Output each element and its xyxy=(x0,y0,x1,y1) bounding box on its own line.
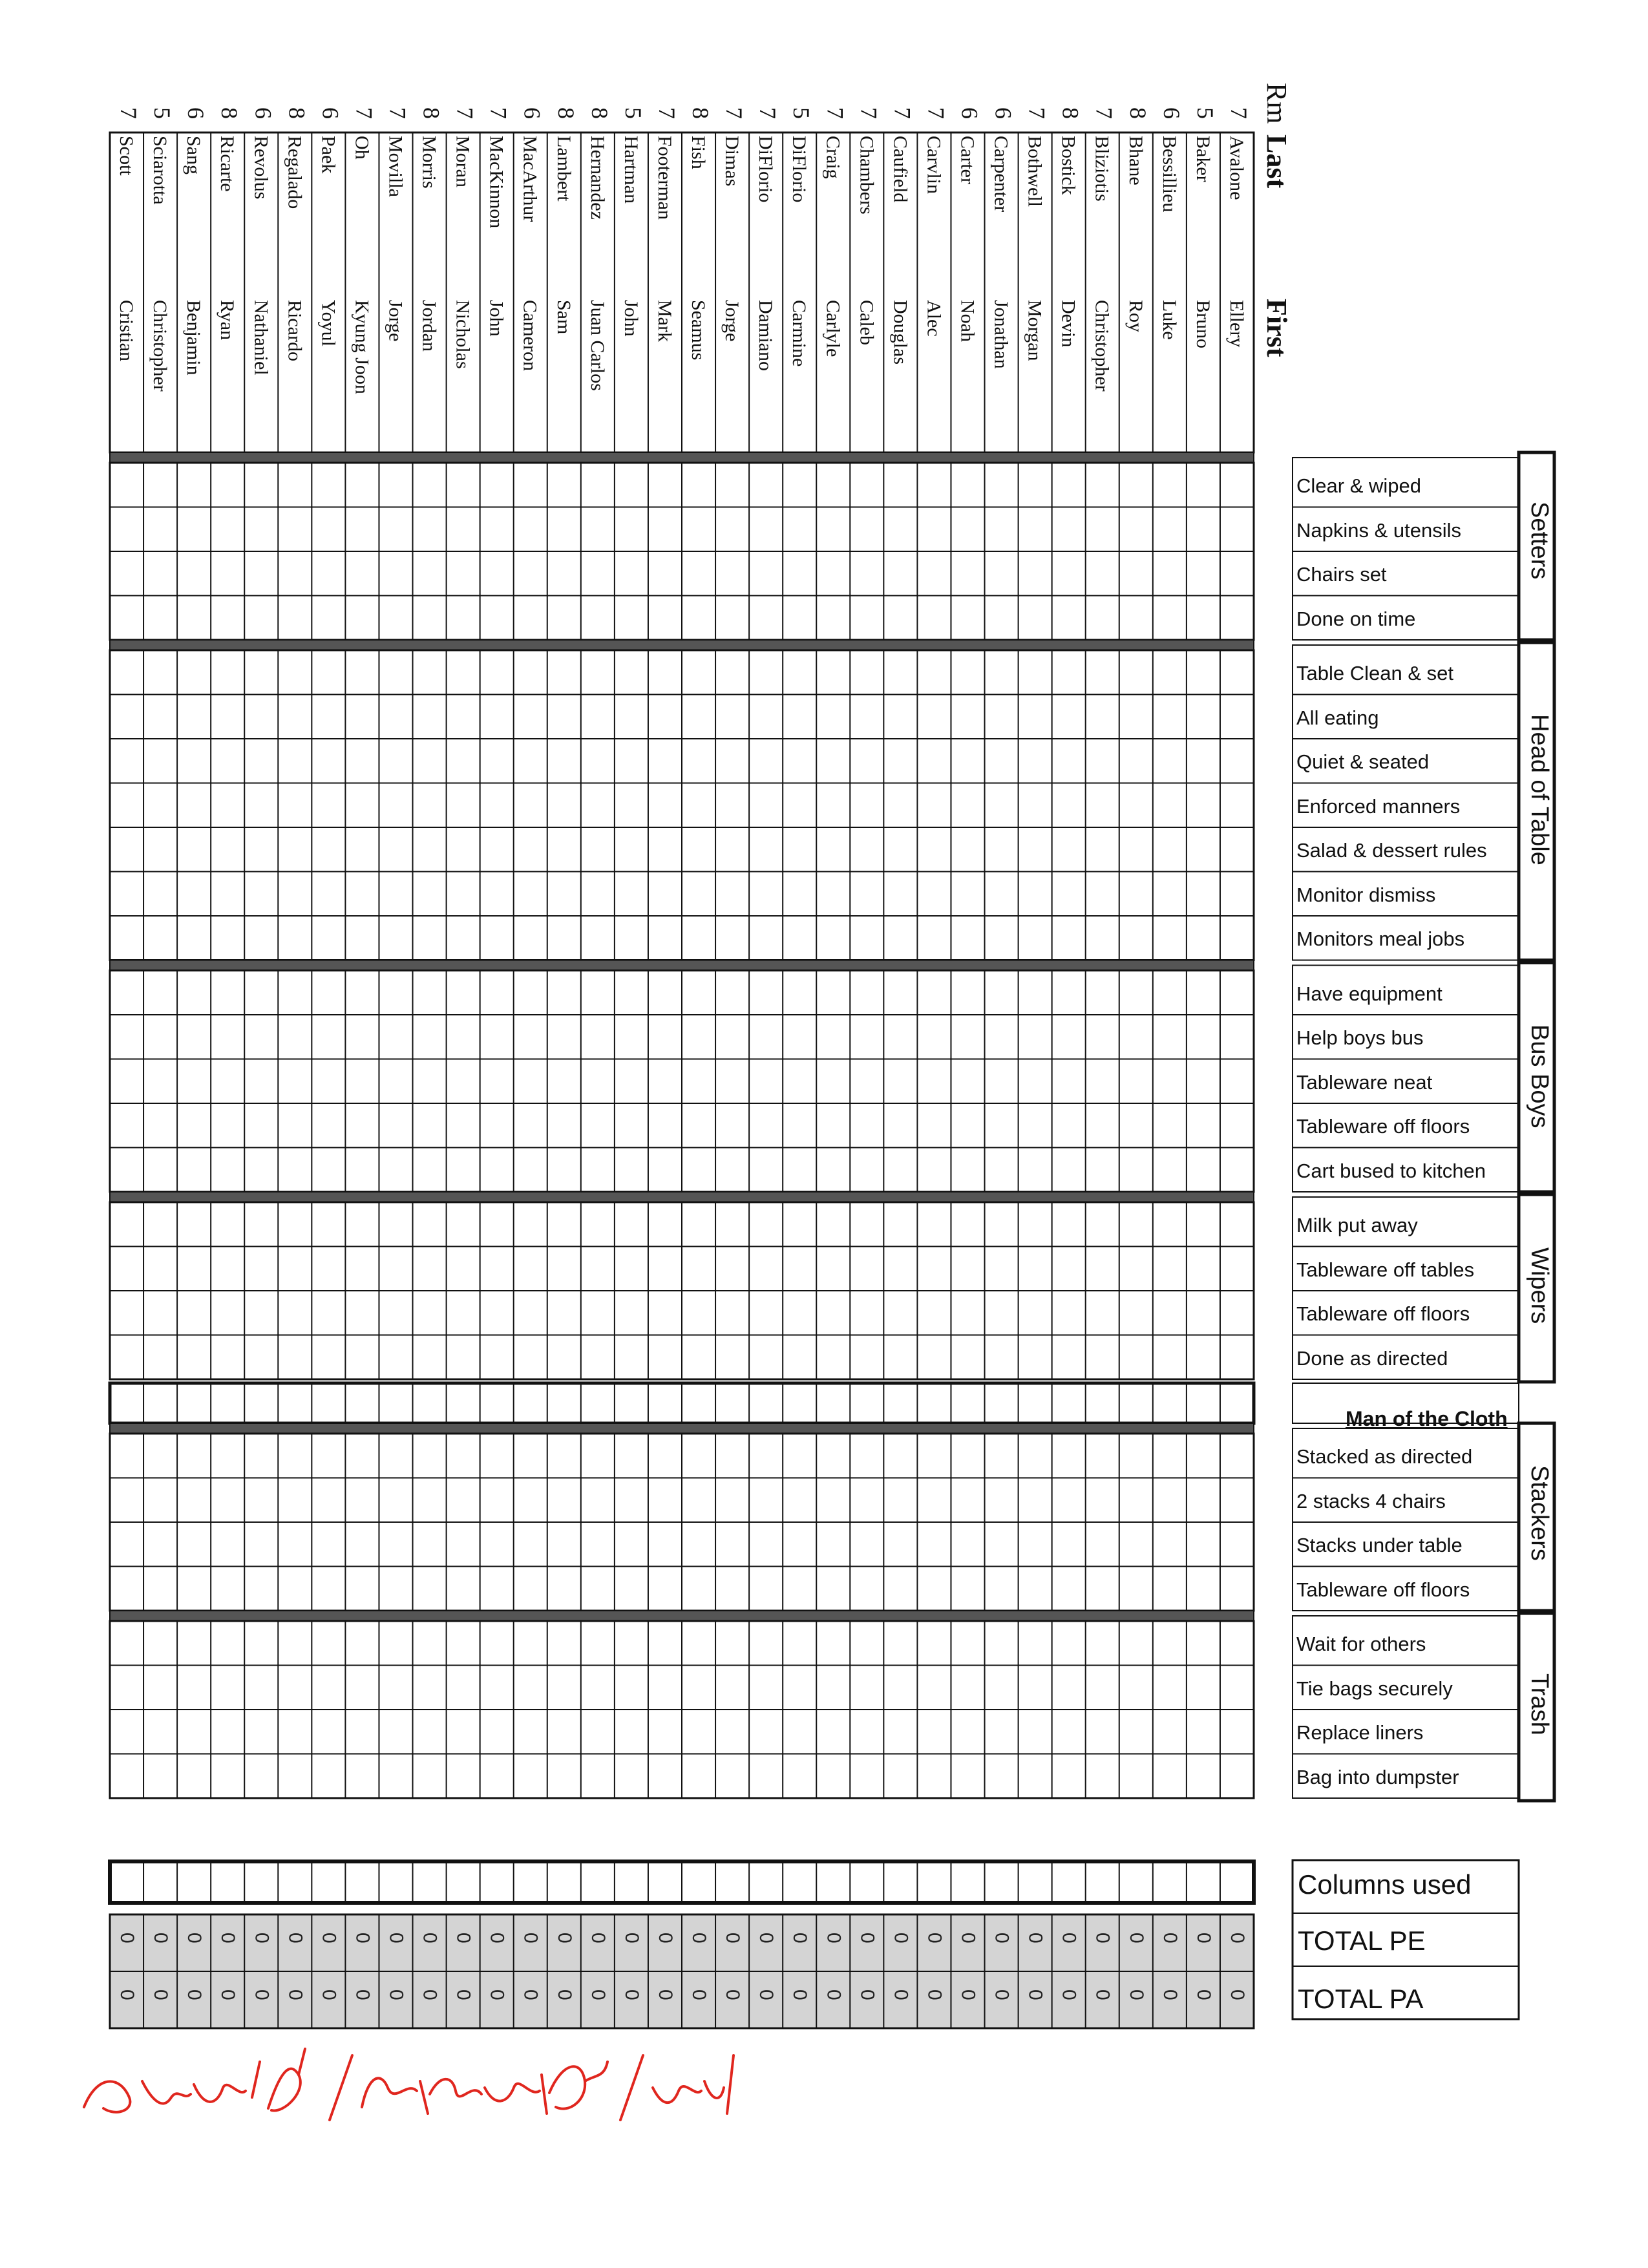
total-pe-value: 0 xyxy=(419,1933,441,1944)
total-pa-value: 0 xyxy=(452,1989,474,2000)
student-room: 7 xyxy=(1024,107,1050,119)
student-first-name: Seamus xyxy=(688,300,710,361)
student-last-name: Hernandez xyxy=(586,136,608,220)
duty-criterion-label: Chairs set xyxy=(1296,563,1387,586)
student-room: 7 xyxy=(755,107,781,119)
student-last-name: Dimas xyxy=(721,136,743,187)
total-pa-value: 0 xyxy=(520,1989,542,2000)
student-last-name: Caufield xyxy=(889,136,911,203)
student-last-name: Carter xyxy=(956,136,978,184)
duty-criterion-label: Cart bused to kitchen xyxy=(1296,1159,1486,1182)
student-last-name: Moran xyxy=(452,136,474,187)
student-last-name: Regalado xyxy=(284,136,306,209)
total-pe-value: 0 xyxy=(1226,1933,1248,1944)
student-last-name: Oh xyxy=(351,136,373,160)
duty-criterion-label: Milk put away xyxy=(1296,1214,1418,1236)
total-pe-value: 0 xyxy=(654,1933,676,1944)
total-pe-value: 0 xyxy=(251,1933,273,1944)
student-first-name: Devin xyxy=(1057,300,1079,348)
student-first-name: Roy xyxy=(1125,300,1146,333)
total-pe-value: 0 xyxy=(890,1933,912,1944)
student-last-name: Ricarte xyxy=(217,136,238,192)
student-room: 8 xyxy=(284,107,310,119)
student-last-name: Lambert xyxy=(553,136,575,202)
section-name: Setters xyxy=(1526,501,1553,579)
student-room: 6 xyxy=(956,107,983,119)
student-room: 7 xyxy=(889,107,916,119)
total-pa-value: 0 xyxy=(318,1989,340,2000)
student-room: 7 xyxy=(923,107,949,119)
student-first-name: Mark xyxy=(653,300,675,342)
duty-criterion-label: Enforced manners xyxy=(1296,794,1461,818)
student-first-name: John xyxy=(485,300,507,337)
student-first-name: Noah xyxy=(956,300,978,342)
total-pe-value: 0 xyxy=(620,1933,642,1944)
student-last-name: Craig xyxy=(822,136,844,179)
student-first-name: Benjamin xyxy=(183,300,205,376)
duty-criterion-label: Monitor dismiss xyxy=(1296,883,1436,906)
total-pa-value: 0 xyxy=(419,1989,441,2000)
student-last-name: Sciarotta xyxy=(149,136,171,205)
total-pe-value: 0 xyxy=(1092,1933,1114,1944)
student-first-name: Alec xyxy=(923,300,945,337)
total-pa-value: 0 xyxy=(1192,1989,1214,2000)
last-header: Last xyxy=(1261,134,1293,189)
student-room: 8 xyxy=(688,107,714,119)
student-room: 8 xyxy=(1057,107,1084,119)
total-pa-value: 0 xyxy=(957,1989,979,2000)
student-first-name: Damiano xyxy=(755,300,777,371)
student-room: 7 xyxy=(653,107,680,119)
student-room: 5 xyxy=(1192,107,1218,119)
section-name: Head of Table xyxy=(1526,714,1553,866)
total-pe-value: 0 xyxy=(924,1933,945,1944)
total-pe-value: 0 xyxy=(1192,1933,1214,1944)
student-last-name: Footerman xyxy=(653,136,675,220)
total-pe-label: TOTAL PE xyxy=(1298,1925,1426,1956)
student-room: 6 xyxy=(250,107,277,119)
total-pa-value: 0 xyxy=(587,1989,609,2000)
student-last-name: Hartman xyxy=(620,136,642,204)
total-pa-value: 0 xyxy=(1226,1989,1248,2000)
duty-criterion-label: Quiet & seated xyxy=(1296,750,1430,773)
student-last-name: Baker xyxy=(1192,136,1214,182)
student-first-name: Ryan xyxy=(217,300,238,341)
student-first-name: Bruno xyxy=(1192,300,1214,348)
total-pa-value: 0 xyxy=(654,1989,676,2000)
student-room: 8 xyxy=(586,107,613,119)
student-first-name: Christopher xyxy=(149,300,171,392)
duty-criterion-label: Tableware off floors xyxy=(1296,1302,1470,1325)
first-header: First xyxy=(1261,299,1293,357)
duty-criterion-label: Tie bags securely xyxy=(1296,1677,1453,1700)
section-name: Trash xyxy=(1526,1673,1553,1735)
student-room: 6 xyxy=(990,107,1017,119)
student-first-name: Douglas xyxy=(889,300,911,365)
student-room: 7 xyxy=(351,107,377,119)
duty-criterion-label: All eating xyxy=(1296,706,1379,729)
total-pa-value: 0 xyxy=(890,1989,912,2000)
student-room: 7 xyxy=(116,107,142,119)
student-last-name: Fish xyxy=(688,136,710,169)
total-pa-value: 0 xyxy=(486,1989,508,2000)
student-last-name: Chambers xyxy=(856,136,878,215)
duty-criterion-label: Bag into dumpster xyxy=(1296,1765,1459,1788)
columns-used-label: Columns used xyxy=(1298,1869,1472,1900)
total-pe-value: 0 xyxy=(755,1933,777,1944)
student-first-name: Cameron xyxy=(519,300,541,371)
duty-criterion-label: Salad & dessert rules xyxy=(1296,839,1487,862)
student-room: 5 xyxy=(149,107,176,119)
student-first-name: Luke xyxy=(1158,300,1180,340)
student-room: 6 xyxy=(317,107,344,119)
student-last-name: Carpenter xyxy=(990,136,1012,213)
duty-criterion-label: Help boys bus xyxy=(1296,1026,1424,1049)
duty-criterion-label: Stacked as directed xyxy=(1296,1445,1473,1468)
total-pe-value: 0 xyxy=(116,1933,138,1944)
duty-criterion-label: Done on time xyxy=(1296,607,1416,630)
student-first-name: Nathaniel xyxy=(250,300,272,376)
student-room: 7 xyxy=(856,107,882,119)
student-first-name: Juan Carlos xyxy=(586,300,608,391)
total-pe-value: 0 xyxy=(318,1933,340,1944)
total-pe-value: 0 xyxy=(486,1933,508,1944)
total-pa-value: 0 xyxy=(116,1989,138,2000)
total-pa-value: 0 xyxy=(755,1989,777,2000)
duty-criterion-label: Napkins & utensils xyxy=(1296,518,1462,542)
total-pa-value: 0 xyxy=(823,1989,845,2000)
total-pa-value: 0 xyxy=(284,1989,306,2000)
total-pe-value: 0 xyxy=(553,1933,575,1944)
student-first-name: Caleb xyxy=(856,300,878,345)
student-first-name: Ricardo xyxy=(284,300,306,361)
student-room: 5 xyxy=(620,107,646,119)
student-last-name: Bliziotis xyxy=(1091,136,1113,202)
duty-criterion-label: Table Clean & set xyxy=(1296,662,1453,684)
student-first-name: Ellery xyxy=(1225,300,1247,348)
student-room: 7 xyxy=(485,107,512,119)
total-pe-value: 0 xyxy=(1024,1933,1046,1944)
total-pa-value: 0 xyxy=(184,1989,206,2000)
student-last-name: Movilla xyxy=(385,136,407,197)
student-last-name: Avalone xyxy=(1225,136,1247,200)
total-pa-value: 0 xyxy=(789,1989,811,2000)
student-first-name: Sam xyxy=(553,300,575,335)
student-first-name: Kyung Joon xyxy=(351,300,373,394)
student-first-name: Carmine xyxy=(788,300,810,367)
student-room: 7 xyxy=(1225,107,1252,119)
total-pa-value: 0 xyxy=(620,1989,642,2000)
student-room: 7 xyxy=(385,107,411,119)
total-pa-value: 0 xyxy=(1058,1989,1080,2000)
rm-header: Rm xyxy=(1261,83,1293,124)
total-pe-value: 0 xyxy=(352,1933,374,1944)
student-room: 6 xyxy=(183,107,209,119)
total-pe-value: 0 xyxy=(991,1933,1013,1944)
total-pa-value: 0 xyxy=(385,1989,407,2000)
student-room: 7 xyxy=(1091,107,1117,119)
total-pe-value: 0 xyxy=(823,1933,845,1944)
student-room: 5 xyxy=(788,107,815,119)
total-pe-value: 0 xyxy=(284,1933,306,1944)
student-first-name: Jordan xyxy=(418,300,440,352)
total-pe-value: 0 xyxy=(184,1933,206,1944)
duty-criterion-label: Have equipment xyxy=(1296,982,1442,1005)
duty-criterion-label: Tableware off floors xyxy=(1296,1578,1470,1601)
total-pa-value: 0 xyxy=(722,1989,744,2000)
student-first-name: Christopher xyxy=(1091,300,1113,392)
total-pa-value: 0 xyxy=(352,1989,374,2000)
student-last-name: Bhane xyxy=(1125,136,1146,185)
student-last-name: Bostick xyxy=(1057,136,1079,195)
student-room: 7 xyxy=(721,107,748,119)
student-last-name: Morris xyxy=(418,136,440,189)
man-of-the-cloth-label: Man of the Cloth xyxy=(1346,1407,1508,1430)
duty-criterion-label: Stacks under table xyxy=(1296,1534,1463,1556)
student-room: 8 xyxy=(1125,107,1151,119)
total-pa-value: 0 xyxy=(924,1989,945,2000)
student-first-name: Jorge xyxy=(385,300,407,342)
student-room: 8 xyxy=(553,107,579,119)
duty-criterion-label: Tableware neat xyxy=(1296,1070,1433,1094)
student-first-name: Morgan xyxy=(1024,300,1046,361)
section-name: Bus Boys xyxy=(1526,1024,1553,1129)
total-pe-value: 0 xyxy=(789,1933,811,1944)
duty-criterion-label: Clear & wiped xyxy=(1296,474,1421,497)
student-last-name: MacKinnon xyxy=(485,136,507,229)
total-pa-value: 0 xyxy=(251,1989,273,2000)
total-pe-value: 0 xyxy=(1058,1933,1080,1944)
student-first-name: Carlyle xyxy=(822,300,844,357)
duty-criterion-label: Tableware off floors xyxy=(1296,1115,1470,1138)
student-last-name: DiFlorio xyxy=(755,136,777,203)
student-first-name: Jorge xyxy=(721,300,743,342)
total-pe-value: 0 xyxy=(957,1933,979,1944)
total-pe-value: 0 xyxy=(452,1933,474,1944)
total-pa-value: 0 xyxy=(1024,1989,1046,2000)
student-last-name: MacArthur xyxy=(519,136,541,222)
total-pa-label: TOTAL PA xyxy=(1298,1984,1424,2014)
total-pe-value: 0 xyxy=(1159,1933,1181,1944)
student-first-name: John xyxy=(620,300,642,337)
total-pa-value: 0 xyxy=(688,1989,710,2000)
handwritten-meal-note xyxy=(58,2036,743,2133)
total-pa-value: 0 xyxy=(1125,1989,1147,2000)
student-room: 8 xyxy=(418,107,445,119)
student-last-name: Paek xyxy=(317,136,339,174)
student-room: 7 xyxy=(822,107,849,119)
total-pa-value: 0 xyxy=(553,1989,575,2000)
total-pe-value: 0 xyxy=(520,1933,542,1944)
student-room: 8 xyxy=(217,107,243,119)
student-last-name: DiFlorio xyxy=(788,136,810,203)
student-last-name: Revolus xyxy=(250,136,272,200)
total-pe-value: 0 xyxy=(722,1933,744,1944)
student-room: 6 xyxy=(1158,107,1185,119)
total-pa-value: 0 xyxy=(1159,1989,1181,2000)
duty-criterion-label: Replace liners xyxy=(1296,1721,1424,1744)
total-pe-value: 0 xyxy=(150,1933,172,1944)
student-first-name: Jonathan xyxy=(990,300,1012,369)
total-pe-value: 0 xyxy=(1125,1933,1147,1944)
duty-criterion-label: 2 stacks 4 chairs xyxy=(1296,1489,1446,1512)
student-room: 6 xyxy=(519,107,545,119)
duty-criterion-label: Monitors meal jobs xyxy=(1296,927,1465,950)
student-last-name: Bothwell xyxy=(1024,136,1046,207)
total-pe-value: 0 xyxy=(688,1933,710,1944)
total-pe-value: 0 xyxy=(385,1933,407,1944)
total-pa-value: 0 xyxy=(1092,1989,1114,2000)
student-first-name: Yoyul xyxy=(317,300,339,346)
student-first-name: Nicholas xyxy=(452,300,474,369)
total-pa-value: 0 xyxy=(856,1989,878,2000)
total-pa-value: 0 xyxy=(150,1989,172,2000)
section-name: Stackers xyxy=(1526,1465,1553,1561)
section-name: Wipers xyxy=(1526,1247,1553,1324)
total-pe-value: 0 xyxy=(587,1933,609,1944)
duty-criterion-label: Done as directed xyxy=(1296,1346,1448,1370)
total-pa-value: 0 xyxy=(991,1989,1013,2000)
duty-criterion-label: Wait for others xyxy=(1296,1633,1426,1655)
student-last-name: Bessillieu xyxy=(1158,136,1180,213)
total-pe-value: 0 xyxy=(217,1933,239,1944)
total-pe-value: 0 xyxy=(856,1933,878,1944)
student-first-name: Cristian xyxy=(116,300,138,361)
student-last-name: Sang xyxy=(183,136,205,175)
student-last-name: Carvlin xyxy=(923,136,945,194)
duty-criterion-label: Tableware off tables xyxy=(1296,1258,1475,1281)
student-room: 7 xyxy=(452,107,478,119)
student-last-name: Scott xyxy=(116,136,138,176)
total-pa-value: 0 xyxy=(217,1989,239,2000)
